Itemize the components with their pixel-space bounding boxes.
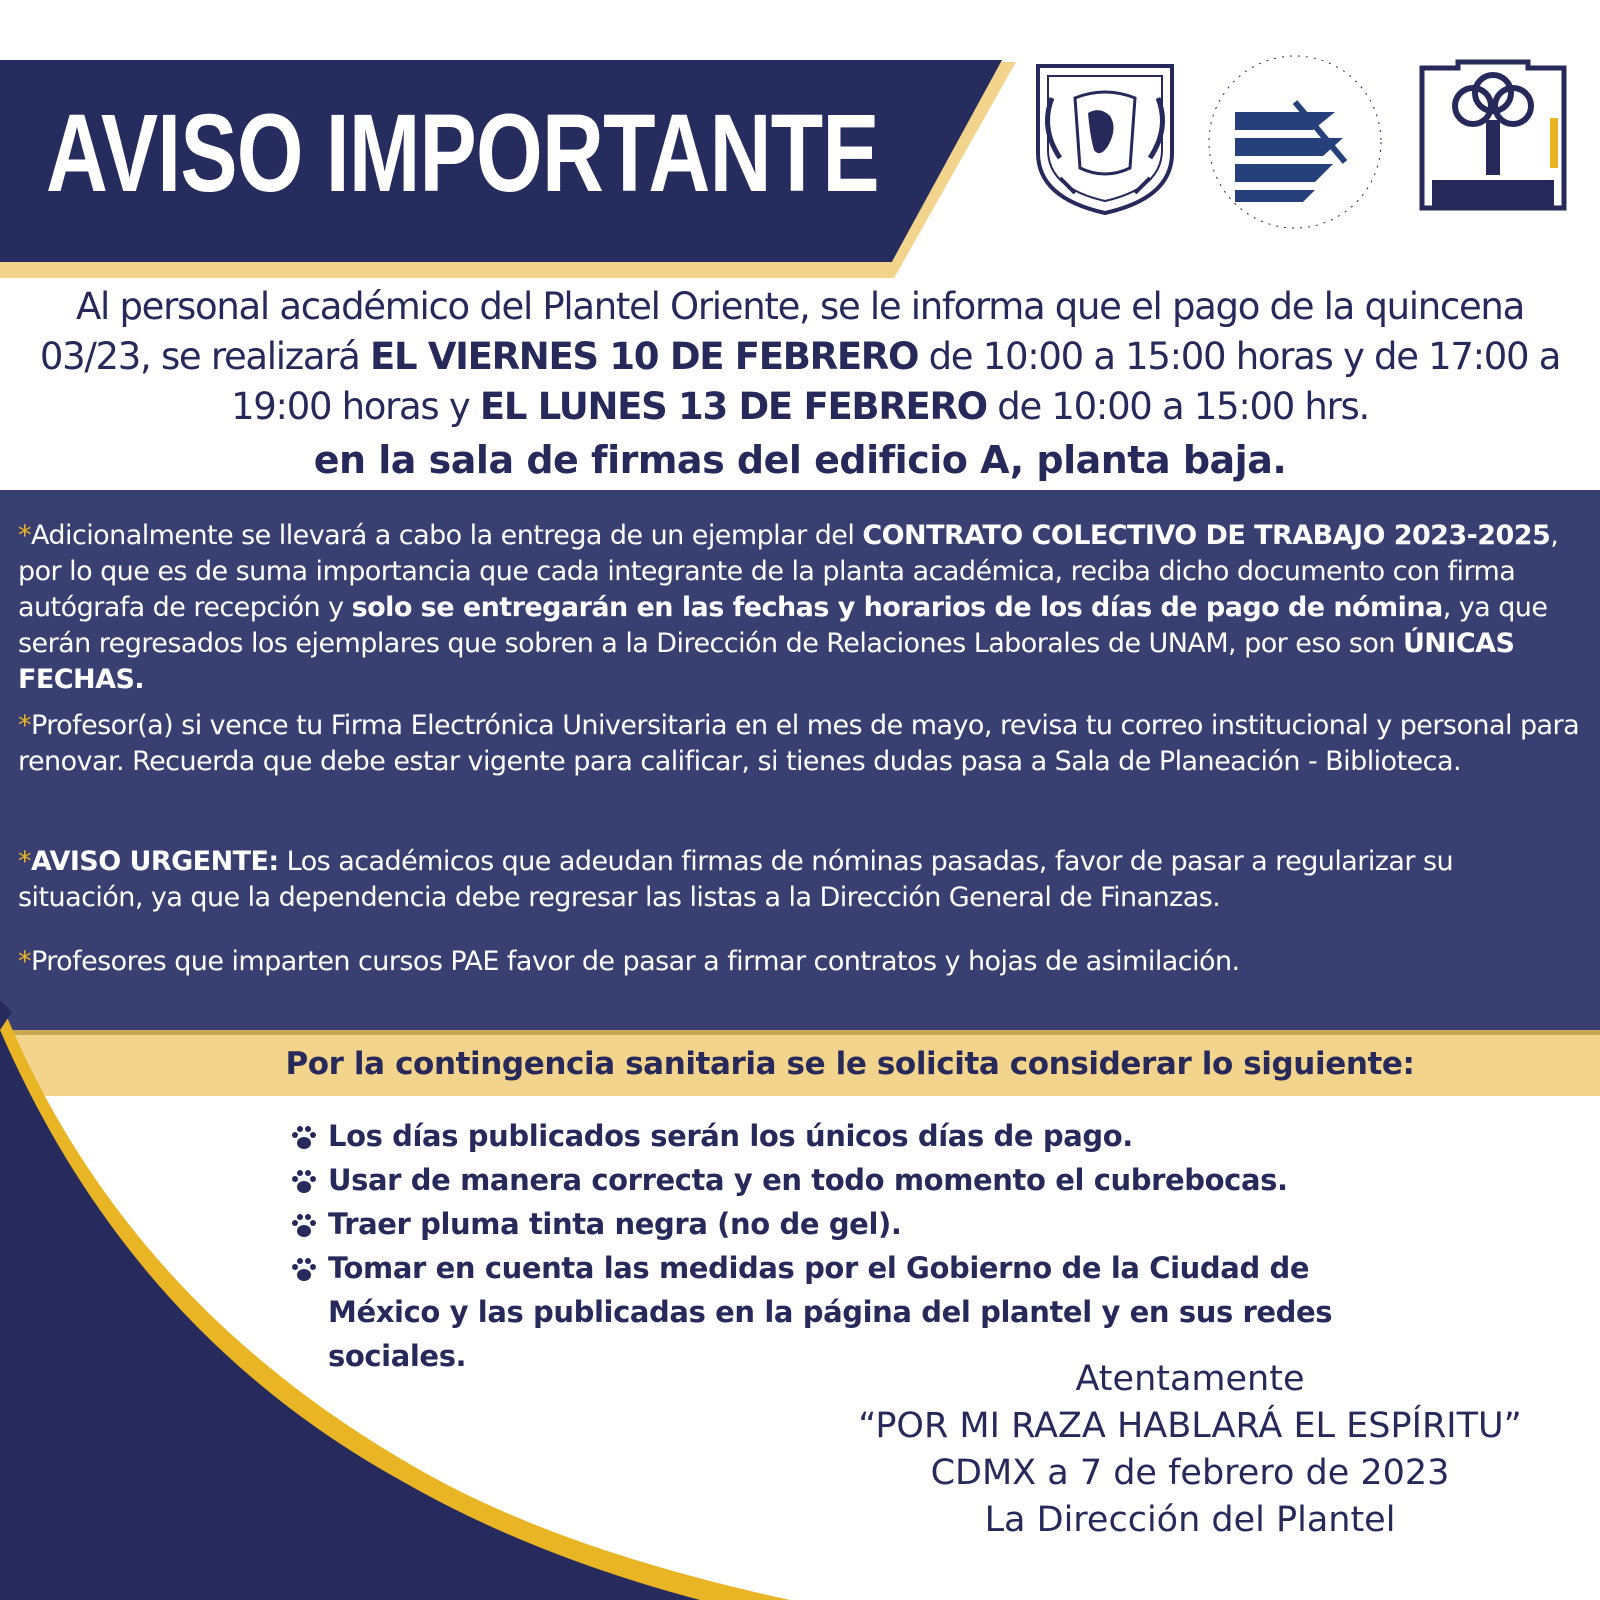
asterisk: *	[18, 710, 31, 741]
list-item-text: Tomar en cuenta las medidas por el Gobierno de la Ciudad de México y las publicadas en la página del plantel y en sus redes sociales.	[328, 1251, 1333, 1373]
notice-text: Profesor(a) si vence tu Firma Electrónica Universitaria en el mes de mayo, revisa tu correo institucional y personal para renovar. Recuerda que debe estar vigente para calificar, si tienes dudas pasa a Sala de Planeación - Biblioteca.	[18, 710, 1580, 777]
notice-bold: CONTRATO COLECTIVO DE TRABAJO 2023-2025	[862, 520, 1551, 551]
intro-text-2: de 10:00 a 15:00 horas y de 17:00 a 19:00 horas y	[231, 335, 1561, 428]
page-title: AVISO IMPORTANTE	[46, 92, 879, 215]
notice-cursos-pae	[18, 944, 1584, 980]
contingency-heading: Por la contingencia sanitaria se le solicita considerar lo siguiente:	[285, 1046, 1415, 1082]
list-item	[290, 1158, 1490, 1202]
paw-icon	[290, 1256, 318, 1284]
intro-text-3: de 10:00 a 15:00 hrs.	[986, 385, 1369, 428]
notice-text: Profesores que imparten cursos PAE favor de pasar a firmar contratos y hojas de asimilación.	[30, 946, 1240, 977]
notice-text: Adicionalmente se llevará a cabo la entrega de un ejemplar del	[30, 520, 863, 551]
cch-oriente-logo	[1418, 58, 1568, 218]
asterisk: *	[18, 520, 31, 551]
notice-bold: ÚNICAS FECHAS.	[18, 628, 1515, 695]
list-item	[290, 1114, 1490, 1158]
signature-block	[810, 1356, 1570, 1544]
list-item-text: Usar de manera correcta y en todo momento el cubrebocas.	[328, 1163, 1288, 1197]
asterisk: *	[18, 946, 31, 977]
asterisk: *	[18, 846, 31, 877]
closing: Atentamente	[1075, 1359, 1305, 1399]
notice-firma-electronica	[18, 708, 1584, 780]
date: CDMX a 7 de febrero de 2023	[930, 1453, 1450, 1493]
motto: “POR MI RAZA HABLARÁ EL ESPÍRITU”	[858, 1406, 1522, 1446]
intro-location: en la sala de firmas del edificio A, planta baja.	[313, 438, 1287, 482]
notice-bold: solo se entregarán en las fechas y horarios de los días de pago de nómina	[351, 592, 1443, 623]
signer: La Dirección del Plantel	[984, 1500, 1396, 1540]
list-item-text: Traer pluma tinta negra (no de gel).	[328, 1207, 902, 1241]
ccyh-logo	[1195, 42, 1395, 242]
intro-date-1: EL VIERNES 10 DE FEBRERO	[369, 335, 919, 378]
notice-text: Los académicos que adeudan firmas de nóminas pasadas, favor de pasar a regularizar su situación, ya que la dependencia debe regresar las listas a la Dirección General de Finanzas.	[18, 846, 1454, 913]
paw-icon	[290, 1212, 318, 1240]
paw-icon	[290, 1168, 318, 1196]
notice-text: , ya que serán regresados los ejemplares que sobren a la Dirección de Relaciones Laborales de UNAM, por eso son	[18, 592, 1548, 659]
list-item	[290, 1202, 1490, 1246]
notice-contrato-colectivo	[18, 518, 1584, 698]
notice-aviso-urgente	[18, 844, 1584, 916]
list-item-text: Los días publicados serán los únicos días de pago.	[328, 1119, 1133, 1153]
notice-bold: AVISO URGENTE:	[30, 846, 279, 877]
contingency-list	[290, 1114, 1490, 1378]
intro-date-2: EL LUNES 13 DE FEBRERO	[479, 385, 987, 428]
paw-icon	[290, 1124, 318, 1152]
notice-text: , por lo que es de suma importancia que cada integrante de la planta académica, reciba dicho documento con firma autógrafa de recepción y	[18, 520, 1559, 623]
intro-text-1: Al personal académico del Plantel Oriente, se le informa que el pago de la quincena 03/23, se realizará	[39, 285, 1524, 378]
intro-paragraph	[20, 282, 1580, 432]
unam-seal-logo	[1030, 58, 1180, 218]
